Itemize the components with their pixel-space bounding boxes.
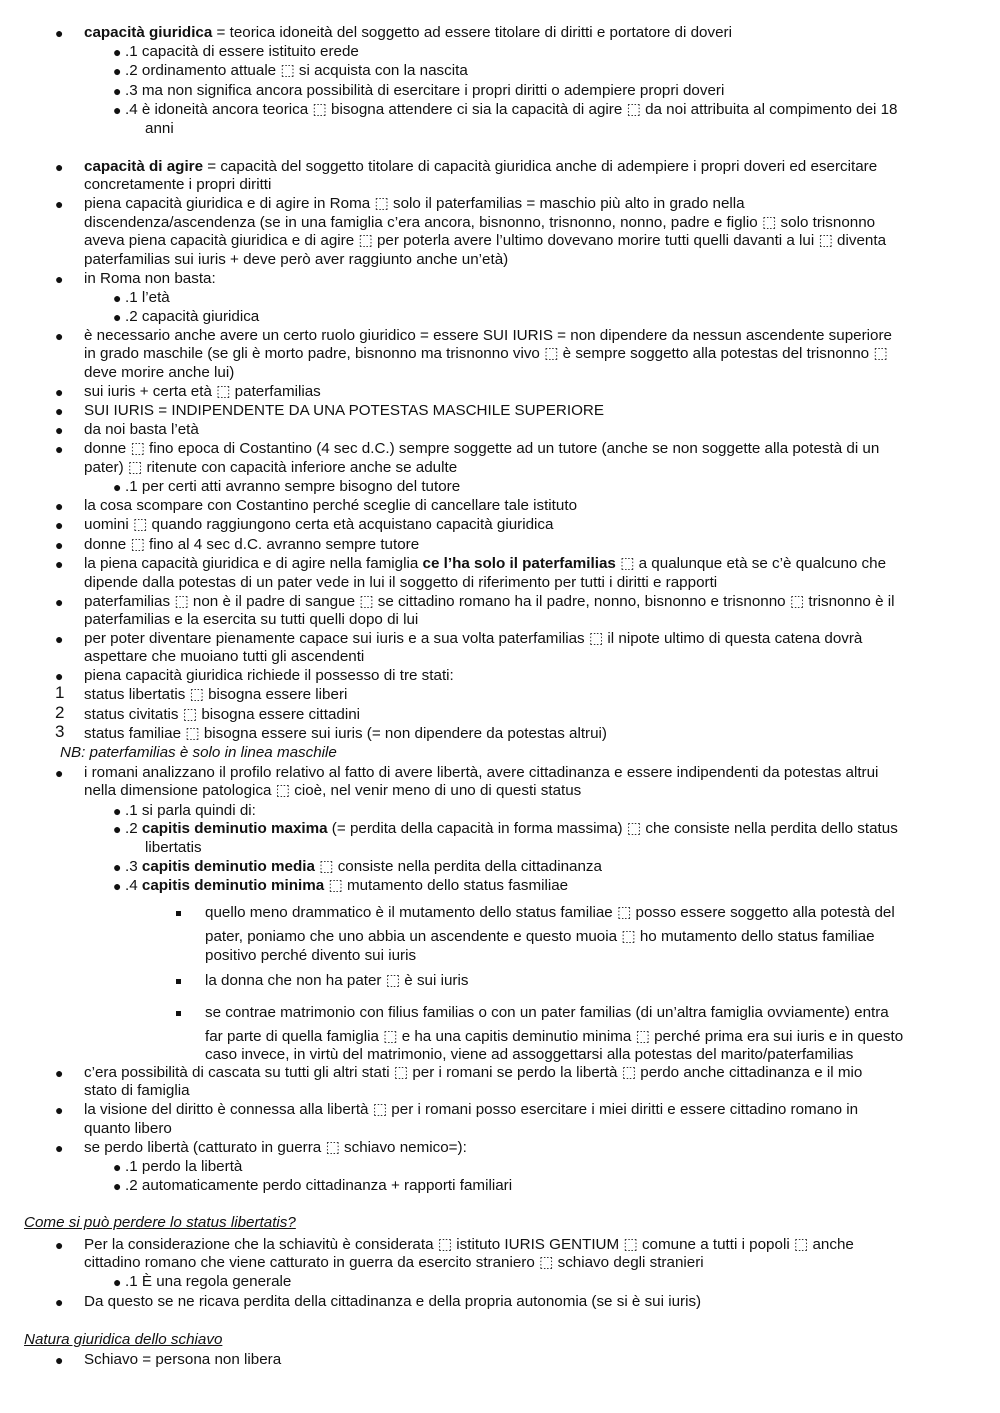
text-line (84, 555, 886, 574)
text-line (84, 1139, 467, 1158)
text-line (24, 1214, 296, 1233)
text-segment: .1 È una regola generale (125, 1273, 292, 1290)
text-segment: in Roma non basta: (84, 270, 216, 287)
text-segment: .1 perdo la libertà (125, 1158, 243, 1175)
square-bullet-icon (176, 979, 181, 984)
text-line (205, 1046, 853, 1065)
text-segment: anni (145, 120, 174, 137)
bullet-icon: ● (113, 83, 122, 99)
text-segment: caso invece, in virtù del matrimonio, viene ad assoggettarsi alla potestas del marito/paterfamilias (205, 1046, 854, 1063)
text-line (125, 43, 359, 62)
text-segment: concretamente i propri diritti (84, 176, 272, 193)
bullet-icon: ● (55, 594, 64, 610)
text-line (84, 593, 895, 612)
text-segment: è necessario anche avere un certo ruolo giuridico = essere SUI IURIS = non dipendere da nessun ascendente superiore (84, 327, 892, 344)
text-segment: donne ⬚ fino al 4 sec d.C. avranno sempre tutore (84, 536, 420, 553)
text-segment: SUI IURIS = INDIPENDENTE DA UNA POTESTAS MASCHILE SUPERIORE (84, 402, 604, 419)
text-segment: aspettare che muoiano tutti gli ascendenti (84, 648, 365, 665)
text-segment: .1 si parla quindi di: (125, 802, 256, 819)
text-line (84, 421, 199, 440)
text-segment: libertatis (145, 839, 202, 856)
bullet-icon: ● (55, 1065, 64, 1081)
text-segment: .3 ma non significa ancora possibilità di esercitare i propri diritti o adempiere propri doveri (125, 82, 725, 99)
text-line (125, 308, 259, 327)
text-segment: .2 capacità giuridica (125, 308, 260, 325)
text-line (205, 1004, 889, 1023)
text-segment: deve morire anche lui) (84, 364, 235, 381)
text-segment: discendenza/ascendenza (se in una famiglia c’era ancora, bisnonno, trisnonno, nonno, padre e figlio ⬚ solo trisnonno (84, 214, 876, 231)
text-line (84, 611, 418, 630)
bold-term: capitis deminutio media (141, 858, 315, 875)
text-line (84, 667, 454, 686)
bullet-icon: ● (55, 403, 64, 419)
text-segment: .2 (125, 820, 142, 837)
text-segment: .1 per certi atti avranno sempre bisogno del tutore (125, 478, 461, 495)
text-segment: cittadino romano che viene catturato in guerra da esercito straniero ⬚ schiavo degli stranieri (84, 1254, 704, 1271)
text-segment: la cosa scompare con Costantino perché sceglie di cancellare tale istituto (84, 497, 578, 514)
bullet-icon: ● (113, 1159, 122, 1175)
text-line (84, 270, 216, 289)
bullet-icon: ● (113, 63, 122, 79)
bullet-icon: ● (55, 384, 64, 400)
text-segment: i romani analizzano il profilo relativo al fatto di avere libertà, avere cittadinanza e essere indipendenti da potestas altrui (84, 764, 879, 781)
section-heading: Natura giuridica dello schiavo (24, 1331, 223, 1348)
text-line (84, 251, 508, 270)
text-line (125, 62, 468, 81)
text-segment: status libertatis ⬚ bisogna essere liberi (84, 686, 348, 703)
bullet-icon: ● (55, 498, 64, 514)
text-segment: paterfamilias e la esercita su tutti quelli dopo di lui (84, 611, 419, 628)
text-line (84, 648, 364, 667)
text-segment: donne ⬚ fino epoca di Costantino (4 sec d.C.) sempre soggette ad un tutore (anche se non soggette alla potestà di un (84, 440, 880, 457)
bullet-icon: ● (55, 1352, 64, 1368)
text-segment: ⬚ consiste nella perdita della cittadinanza (314, 858, 602, 875)
text-line (125, 82, 724, 101)
text-line (125, 289, 170, 308)
text-line (125, 1158, 242, 1177)
text-line (205, 972, 468, 991)
text-segment: .3 (125, 858, 142, 875)
bullet-icon: ● (55, 422, 64, 438)
text-line (60, 744, 337, 763)
text-line (84, 516, 553, 535)
text-line (125, 101, 898, 120)
bullet-icon: ● (113, 309, 122, 325)
text-segment: status familiae ⬚ bisogna essere sui iuris (= non dipendere da potestas altrui) (84, 725, 607, 742)
bullet-icon: ● (113, 1178, 122, 1194)
text-line (84, 232, 886, 251)
text-line (84, 1082, 190, 1101)
bullet-icon: ● (55, 1237, 64, 1253)
square-bullet-icon (176, 1011, 181, 1016)
text-segment: Da questo se ne ricava perdita della cittadinanza e della propria autonomia (se si è sui iuris) (84, 1293, 702, 1310)
text-segment: far parte di quella famiglia ⬚ e ha una capitis deminutio minima ⬚ perché prima era sui iuris e in questo (205, 1028, 904, 1045)
text-line (125, 478, 460, 497)
text-line (84, 1351, 281, 1370)
text-segment: pater, poniamo che uno abbia un ascendente e questo muoia ⬚ ho mutamento dello status familiae (205, 928, 875, 945)
text-line (24, 1331, 222, 1350)
text-line (84, 1101, 858, 1120)
text-line (84, 440, 879, 459)
text-segment: (= perdita della capacità in forma massima) ⬚ che consiste nella perdita dello status (327, 820, 898, 837)
text-segment: quanto libero (84, 1120, 172, 1137)
text-line (84, 459, 457, 478)
text-segment: aveva piena capacità giuridica e di agire ⬚ per poterla avere l’ultimo dovevano morire tutti quelli davanti a lui ⬚ diventa (84, 232, 887, 249)
text-line (84, 1120, 172, 1139)
bullet-icon: ● (55, 631, 64, 647)
text-segment: .2 automaticamente perdo cittadinanza + rapporti familiari (125, 1177, 513, 1194)
text-segment: da noi basta l’età (84, 421, 199, 438)
text-line (84, 630, 862, 649)
text-segment: c’era possibilità di cascata su tutti gli altri stati ⬚ per i romani se perdo la libertà ⬚ perdo anche cittadinanza e il mio (84, 1064, 863, 1081)
text-line (84, 574, 717, 593)
text-segment: dipende dalla potestas di un pater vede in lui il soggetto di riferimento per tutti i diritti e rapporti (84, 574, 718, 591)
text-segment: pater) ⬚ ritenute con capacità inferiore anche se adulte (84, 459, 458, 476)
text-segment: se perdo libertà (catturato in guerra ⬚ schiavo nemico=): (84, 1139, 467, 1156)
text-line (84, 1293, 701, 1312)
bullet-icon: ● (113, 102, 122, 118)
text-segment: paterfamilias ⬚ non è il padre di sangue ⬚ se cittadino romano ha il padre, nonno, bisnonno e trisnonno ⬚ trisnonno è il (84, 593, 895, 610)
text-line (205, 947, 416, 966)
text-segment: positivo perché divento sui iuris (205, 947, 417, 964)
text-segment: piena capacità giuridica richiede il possesso di tre stati: (84, 667, 454, 684)
text-line (125, 1177, 512, 1196)
text-segment: ⬚ a qualunque età se c’è qualcuno che (615, 555, 887, 572)
bullet-icon: ● (55, 668, 64, 684)
text-line (84, 706, 360, 725)
bold-term: capacità giuridica (84, 24, 213, 41)
bullet-icon: ● (55, 271, 64, 287)
text-segment: .1 capacità di essere istituito erede (125, 43, 359, 60)
text-line (84, 782, 581, 801)
bold-term: capacità di agire (84, 158, 204, 175)
text-line (84, 158, 877, 177)
text-segment: per poter diventare pienamente capace sui iuris e a sua volta paterfamilias ⬚ il nipote ultimo di questa catena dovrà (84, 630, 863, 647)
text-segment: status civitatis ⬚ bisogna essere cittadini (84, 706, 361, 723)
text-segment: nella dimensione patologica ⬚ cioè, nel venir meno di uno di questi status (84, 782, 582, 799)
text-line (84, 1254, 704, 1273)
text-segment: Schiavo = persona non libera (84, 1351, 282, 1368)
text-segment: la visione del diritto è connessa alla libertà ⬚ per i romani posso esercitare i miei diritti e essere cittadino romano in (84, 1101, 859, 1118)
text-line (125, 858, 602, 877)
bold-term: capitis deminutio minima (141, 877, 325, 894)
bullet-icon: ● (55, 25, 64, 41)
text-segment: = capacità del soggetto titolare di capacità giuridica anche di adempiere i propri doveri ed esercitare (203, 158, 878, 175)
square-bullet-icon (176, 911, 181, 916)
text-segment: piena capacità giuridica e di agire in Roma ⬚ solo il paterfamilias = maschio più alto in grado nella (84, 195, 745, 212)
section-heading: Come si può perdere lo status libertatis? (24, 1214, 296, 1231)
bullet-icon: ● (113, 859, 122, 875)
bullet-icon: ● (113, 479, 122, 495)
text-segment: NB: paterfamilias è solo in linea maschile (60, 744, 337, 761)
text-segment: = teorica idoneità del soggetto ad essere titolare di diritti e portatore di doveri (212, 24, 732, 41)
text-line (84, 402, 604, 421)
text-segment: la donna che non ha pater ⬚ è sui iuris (205, 972, 469, 989)
text-segment: .1 l’età (125, 289, 170, 306)
bullet-icon: ● (55, 328, 64, 344)
bold-term: capitis deminutio maxima (141, 820, 328, 837)
bullet-icon: ● (55, 1294, 64, 1310)
text-line (125, 802, 256, 821)
bullet-icon: ● (113, 1274, 122, 1290)
text-line (84, 383, 321, 402)
bullet-icon: ● (55, 159, 64, 175)
text-line (84, 1236, 854, 1255)
bullet-icon: ● (113, 290, 122, 306)
bullet-icon: ● (113, 803, 122, 819)
bullet-icon: ● (55, 441, 64, 457)
bold-term: ce l’ha solo il paterfamilias (422, 555, 616, 572)
text-line (84, 345, 888, 364)
text-segment: stato di famiglia (84, 1082, 190, 1099)
bullet-icon: ● (55, 556, 64, 572)
list-number: 1 (55, 683, 65, 702)
text-line (84, 536, 419, 555)
text-line (84, 24, 732, 43)
text-line (125, 877, 568, 896)
bullet-icon: ● (113, 821, 122, 837)
bullet-icon: ● (55, 1140, 64, 1156)
text-line (205, 928, 875, 947)
text-segment: quello meno drammatico è il mutamento dello status familiae ⬚ posso essere soggetto alla potestà del (205, 904, 895, 921)
text-line (84, 176, 271, 195)
text-line (145, 839, 202, 858)
text-line (84, 686, 347, 705)
text-segment: .4 (125, 877, 142, 894)
text-segment: sui iuris + certa età ⬚ paterfamilias (84, 383, 321, 400)
text-line (84, 725, 607, 744)
text-segment: Per la considerazione che la schiavitù è considerata ⬚ istituto IURIS GENTIUM ⬚ comune a tutti i popoli ⬚ anche (84, 1236, 854, 1253)
bullet-icon: ● (55, 765, 64, 781)
list-number: 3 (55, 722, 65, 741)
bullet-icon: ● (113, 878, 122, 894)
text-line (125, 1273, 291, 1292)
text-line (145, 120, 174, 139)
text-line (205, 1028, 903, 1047)
text-segment: se contrae matrimonio con filius familias o con un pater familias (di un’altra famiglia ovviamente) entra (205, 1004, 889, 1021)
text-segment: uomini ⬚ quando raggiungono certa età acquistano capacità giuridica (84, 516, 554, 533)
text-line (84, 1064, 862, 1083)
text-line (84, 764, 878, 783)
text-line (84, 195, 745, 214)
bullet-icon: ● (55, 537, 64, 553)
bullet-icon: ● (55, 517, 64, 533)
text-line (205, 904, 895, 923)
text-line (84, 327, 892, 346)
text-segment: ⬚ mutamento dello status fasmiliae (324, 877, 569, 894)
text-segment: .2 ordinamento attuale ⬚ si acquista con la nascita (125, 62, 468, 79)
bullet-icon: ● (113, 44, 122, 60)
text-line (84, 214, 875, 233)
bullet-icon: ● (55, 1102, 64, 1118)
bullet-icon: ● (55, 196, 64, 212)
text-line (84, 497, 577, 516)
text-segment: paterfamilias sui iuris + deve però aver raggiunto anche un’età) (84, 251, 509, 268)
text-segment: la piena capacità giuridica e di agire nella famiglia (84, 555, 423, 572)
text-segment: in grado maschile (se gli è morto padre, bisnonno ma trisnonno vivo ⬚ è sempre soggetto alla potestas del trisnonno ⬚ (84, 345, 888, 362)
text-segment: .4 è idoneità ancora teorica ⬚ bisogna attendere ci sia la capacità di agire ⬚ da noi attribuita al compimento dei 18 (125, 101, 898, 118)
text-line (125, 820, 898, 839)
text-line (84, 364, 234, 383)
list-number: 2 (55, 703, 65, 722)
